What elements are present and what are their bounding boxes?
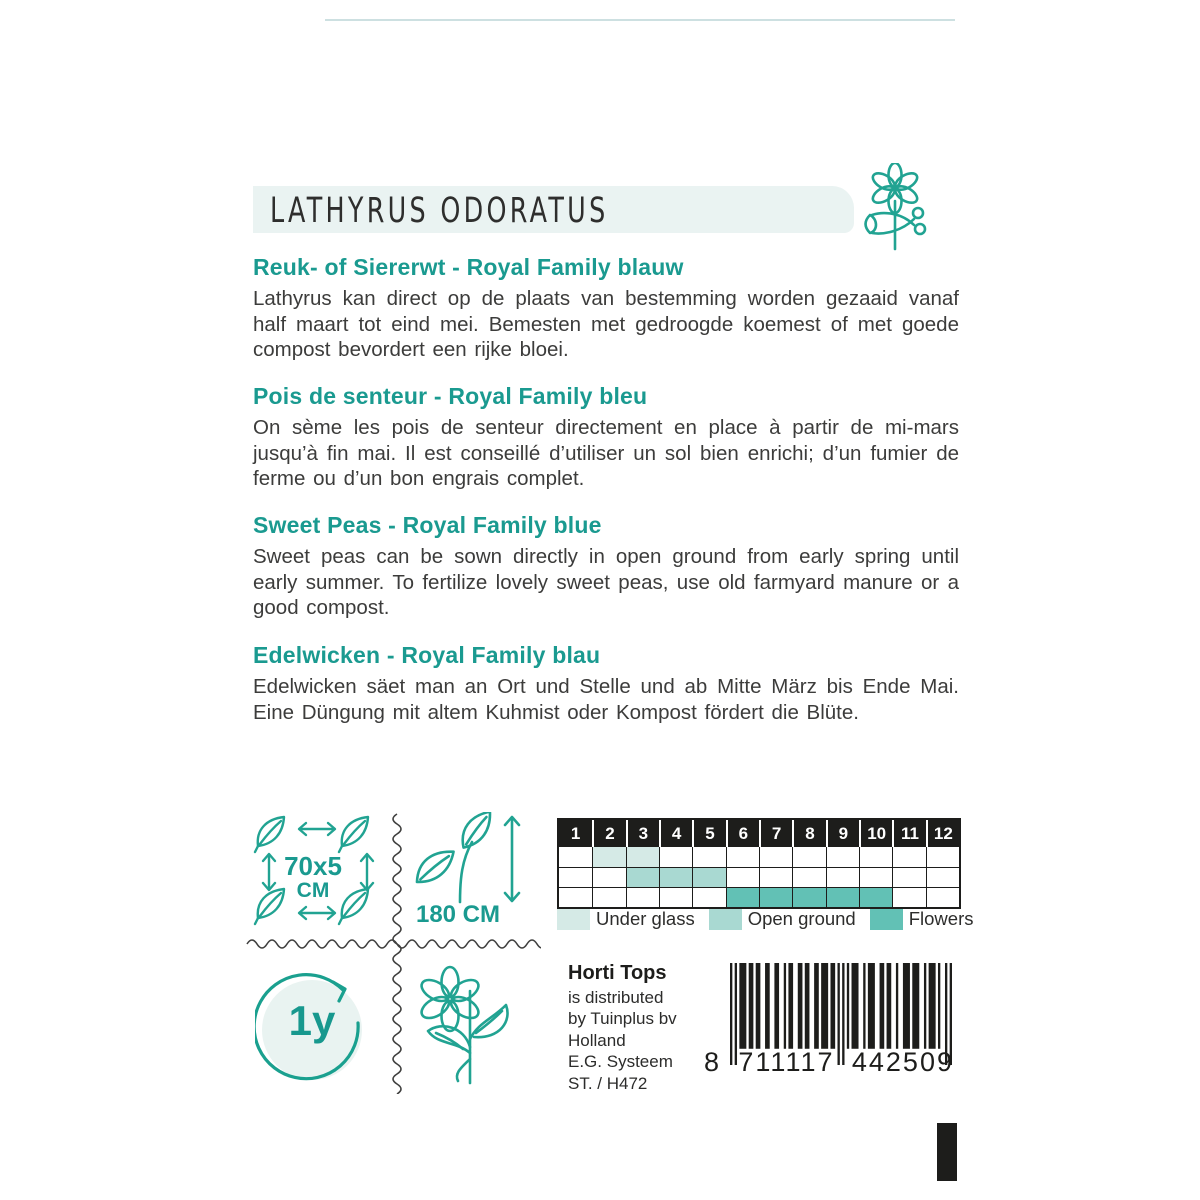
calendar-cell	[726, 867, 759, 887]
calendar-cell	[659, 867, 692, 887]
calendar-month-cell: 5	[692, 820, 725, 847]
calendar-cell	[692, 847, 725, 867]
distributor-line: ST. / H472	[568, 1073, 648, 1093]
calendar-cell	[792, 867, 825, 887]
legend-swatch	[557, 909, 590, 930]
legend-label: Flowers	[908, 908, 974, 929]
calendar-cell	[759, 867, 792, 887]
calendar-month-header	[559, 820, 959, 847]
calendar-cell	[726, 887, 759, 907]
barcode-bar	[830, 963, 835, 1049]
calendar-cell	[926, 867, 959, 887]
calendar-cell	[592, 887, 625, 907]
calendar-cell	[692, 887, 725, 907]
barcode-digit-group2: 442509	[851, 1047, 954, 1077]
calendar-cell	[859, 847, 892, 867]
calendar-cell	[626, 867, 659, 887]
barcode-bar	[774, 963, 779, 1049]
section-heading-english: Sweet Peas - Royal Family blue	[253, 512, 602, 538]
legend-swatch	[870, 909, 903, 930]
calendar-cell	[892, 887, 925, 907]
height-value: 180 CM	[415, 901, 501, 928]
barcode-bar	[938, 963, 940, 1049]
section-french	[253, 383, 959, 492]
calendar-month-cell: 2	[592, 820, 625, 847]
calendar-cell	[659, 887, 692, 907]
section-heading-german: Edelwicken - Royal Family blau	[253, 642, 601, 668]
calendar-cell	[592, 867, 625, 887]
barcode-bar	[912, 963, 919, 1049]
calendar-cell	[692, 867, 725, 887]
calendar-row	[559, 847, 959, 867]
calendar-month-cell: 4	[659, 820, 692, 847]
barcode-bar	[798, 963, 803, 1049]
barcode-bar	[903, 963, 910, 1049]
calendar-cell	[759, 847, 792, 867]
calendar-cell	[559, 867, 592, 887]
calendar-cell	[792, 847, 825, 867]
calendar-cell	[859, 867, 892, 887]
legend-label: Open ground	[747, 908, 856, 929]
calendar-row	[559, 887, 959, 907]
barcode-bar	[814, 963, 819, 1049]
registration-mark	[937, 1123, 957, 1181]
calendar-cell	[626, 847, 659, 867]
barcode-bar	[749, 963, 754, 1049]
calendar-row	[559, 867, 959, 887]
plant-height-icon	[412, 812, 524, 904]
barcode-bar	[784, 963, 786, 1049]
calendar-cell	[559, 887, 592, 907]
barcode-bar	[863, 963, 865, 1049]
barcode-bar	[896, 963, 898, 1049]
vertical-wavy-divider	[389, 812, 403, 1094]
calendar-cell	[592, 847, 625, 867]
distributor-line: by Tuinplus bv	[568, 1009, 677, 1029]
calendar-cell	[559, 847, 592, 867]
calendar-month-cell: 1	[570, 823, 581, 843]
section-body-french: On sème les pois de senteur directement en place à partir de mi-mars jusqu’à fin mai. Il est conseillé d’utiliser un sol bien enrichi; d’un fumier de ferme ou d’un bon engrais complet.	[253, 416, 959, 491]
barcode-bar	[887, 963, 892, 1049]
barcode-bar	[788, 963, 793, 1049]
calendar-month-cell: 10	[859, 820, 892, 847]
calendar-cell	[859, 887, 892, 907]
calendar-cell	[626, 887, 659, 907]
barcode-digit-first: 8	[704, 1047, 722, 1077]
distributor-line: E.G. Systeem	[568, 1052, 673, 1072]
top-divider-line	[325, 19, 955, 21]
barcode-bar	[929, 963, 936, 1049]
barcode-bar	[924, 963, 926, 1049]
legend-swatch	[709, 909, 742, 930]
cut-flower-icon	[862, 163, 930, 251]
calendar-cell	[892, 867, 925, 887]
calendar-month-cell: 3	[626, 820, 659, 847]
annual-lifecycle-label: 1y	[288, 997, 336, 1044]
section-german	[253, 642, 959, 725]
section-english	[253, 512, 959, 621]
barcode-digit-group1: 711117	[738, 1047, 835, 1077]
page-title: LATHYRUS ODORATUS	[270, 190, 609, 232]
section-body-english: Sweet peas can be sown directly in open ground from early spring until early summer. To fertilize lovely sweet peas, use old farmyard manure or a good compost.	[253, 545, 959, 620]
calendar-cell	[826, 847, 859, 867]
barcode-bar	[821, 963, 828, 1049]
flower-icon	[408, 963, 528, 1088]
legend-label: Under glass	[596, 908, 695, 929]
section-dutch	[253, 254, 959, 363]
spacing-value-number: 70x5	[284, 851, 342, 881]
barcode-bar	[847, 963, 849, 1049]
calendar-cell	[926, 887, 959, 907]
distributor-line: Holland	[568, 1030, 626, 1050]
section-body-german: Edelwicken säet man an Ort und Stelle und ab Mitte März bis Ende Mai. Eine Düngung mit altem Kuhmist oder Kompost fördert die Blüte.	[253, 675, 959, 724]
barcode-bar	[868, 963, 875, 1049]
calendar-cell	[826, 867, 859, 887]
barcode-bar	[805, 963, 810, 1049]
calendar-cell	[892, 847, 925, 867]
calendar-month-cell: 9	[826, 820, 859, 847]
calendar-month-cell: 12	[926, 820, 959, 847]
calendar-cell	[926, 847, 959, 867]
brand-name: Horti Tops	[568, 962, 667, 984]
barcode-bar	[880, 963, 885, 1049]
section-body-dutch: Lathyrus kan direct op de plaats van bestemming worden gezaaid vanaf half maart tot eind mei. Bemesten met gedroogde koemest of met goede compost bevordert een rijke bloei.	[253, 287, 959, 362]
distributor-line: is distributed	[568, 988, 664, 1007]
barcode-bar	[739, 963, 746, 1049]
calendar-month-cell: 8	[792, 820, 825, 847]
spacing-value-unit: CM	[296, 878, 330, 902]
section-heading-dutch: Reuk- of Siererwt - Royal Family blauw	[253, 254, 684, 280]
calendar-cell	[726, 847, 759, 867]
calendar-legend	[557, 908, 974, 930]
calendar-cell	[759, 887, 792, 907]
section-heading-french: Pois de senteur - Royal Family bleu	[253, 383, 648, 409]
barcode-bar	[852, 963, 859, 1049]
barcode-bar	[765, 963, 770, 1049]
calendar-month-cell: 7	[759, 820, 792, 847]
calendar-month-cell: 6	[726, 820, 759, 847]
barcode-digits	[704, 1047, 954, 1078]
sowing-calendar	[557, 818, 961, 909]
calendar-month-cell: 11	[892, 820, 925, 847]
calendar-cell	[659, 847, 692, 867]
barcode-bar	[756, 963, 761, 1049]
spacing-value	[283, 853, 343, 901]
calendar-cell	[826, 887, 859, 907]
calendar-cell	[792, 887, 825, 907]
